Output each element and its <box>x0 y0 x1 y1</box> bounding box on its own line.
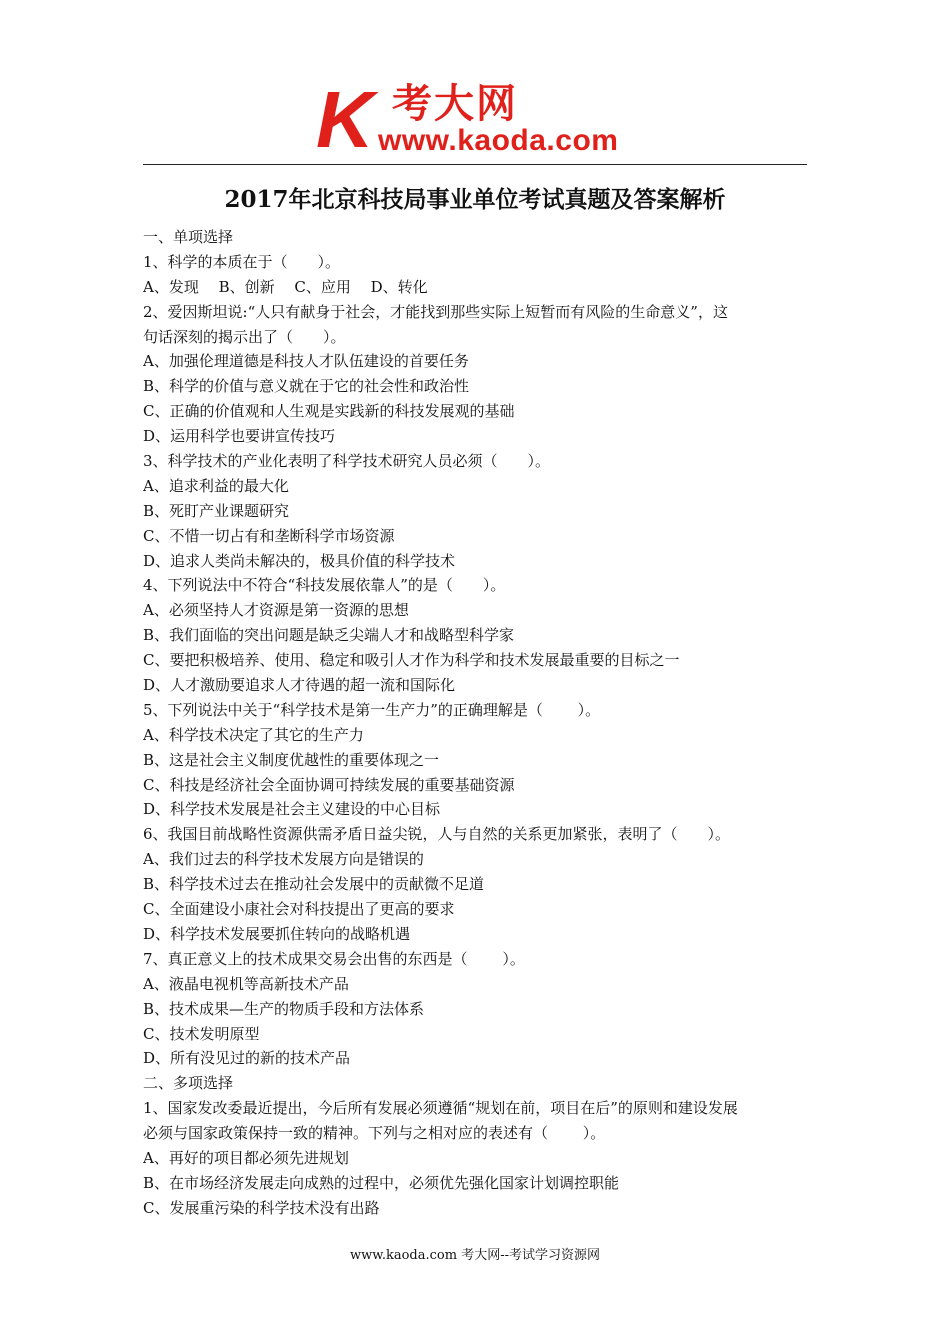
text-line: A、加强伦理道德是科技人才队伍建设的首要任务 <box>143 352 469 371</box>
text-line: B、死盯产业课题研究 <box>143 501 290 520</box>
page-footer: www.kaoda.com 考大网--考试学习资源网 <box>350 1248 600 1263</box>
logo-brand-name: 考大网 <box>392 81 518 127</box>
kaoda-logo <box>316 75 646 164</box>
text-line: B、科学技术过去在推动社会发展中的贡献微不足道 <box>143 875 485 894</box>
text-line: A、我们过去的科学技术发展方向是错误的 <box>143 850 424 869</box>
text-line: D、科学技术发展是社会主义建设的中心目标 <box>143 800 441 819</box>
text-line: D、科学技术发展要抓住转向的战略机遇 <box>143 924 411 943</box>
text-line: A、追求利益的最大化 <box>143 476 289 495</box>
text-line: 二、多项选择 <box>143 1074 234 1093</box>
text-line: A、科学技术决定了其它的生产力 <box>143 725 364 744</box>
text-line: 一、单项选择 <box>143 228 234 246</box>
text-line: B、我们面临的突出问题是缺乏尖端人才和战略型科学家 <box>143 626 515 645</box>
text-line: C、要把积极培养、使用、稳定和吸引人才作为科学和技术发展最重要的目标之一 <box>143 651 680 670</box>
logo-k-mark: K <box>316 75 370 164</box>
document-title: 2017年北京科技局事业单位考试真题及答案解析 <box>224 186 726 213</box>
text-line: 5、下列说法中关于“科学技术是第一生产力”的正确理解是（ ）。 <box>143 700 601 719</box>
text-line: D、运用科学也要讲宣传技巧 <box>143 427 336 446</box>
text-line: D、所有没见过的新的技术产品 <box>143 1049 351 1068</box>
text-line: A、液晶电视机等高新技术产品 <box>143 974 349 993</box>
text-line: 句话深刻的揭示出了（ ）。 <box>143 327 346 346</box>
text-line: A、发现 B、创新 C、应用 D、转化 <box>143 277 428 296</box>
text-line: C、正确的价值观和人生观是实践新的科技发展观的基础 <box>143 402 515 421</box>
text-line: B、科学的价值与意义就在于它的社会性和政治性 <box>143 377 470 396</box>
text-line: 2、爱因斯坦说:“人只有献身于社会，才能找到那些实际上短暂而有风险的生命意义”，这 <box>143 302 728 321</box>
text-line: 3、科学技术的产业化表明了科学技术研究人员必须（ ）。 <box>143 452 551 471</box>
text-line: D、人才激励要追求人才待遇的超一流和国际化 <box>143 676 456 695</box>
text-line: 6、我国目前战略性资源供需矛盾日益尖锐，人与自然的关系更加紧张，表明了（ ）。 <box>143 825 731 844</box>
text-line: B、技术成果—生产的物质手段和方法体系 <box>143 999 425 1018</box>
text-line: A、再好的项目都必须先进规划 <box>143 1148 349 1167</box>
text-line: 必须与国家政策保持一致的精神。下列与之相对应的表述有（ ）。 <box>143 1124 606 1143</box>
text-line: 4、下列说法中不符合“科技发展依靠人”的是（ ）。 <box>143 576 506 595</box>
text-line: C、科技是经济社会全面协调可持续发展的重要基础资源 <box>143 775 515 794</box>
text-line: C、不惜一切占有和垄断科学市场资源 <box>143 526 395 545</box>
text-line: 1、国家发改委最近提出，今后所有发展必须遵循“规划在前，项目在后”的原则和建设发展 <box>143 1099 738 1118</box>
text-line: 7、真正意义上的技术成果交易会出售的东西是（ ）。 <box>143 949 525 968</box>
text-line: D、追求人类尚未解决的，极具价值的科学技术 <box>143 551 456 570</box>
text-line: B、这是社会主义制度优越性的重要体现之一 <box>143 750 440 769</box>
text-line: C、技术发明原型 <box>143 1024 260 1043</box>
logo-url: www.kaoda.com <box>378 124 619 157</box>
text-line: C、发展重污染的科学技术没有出路 <box>143 1198 380 1217</box>
document-body <box>143 225 807 1221</box>
header-rule <box>143 164 807 165</box>
text-line: B、在市场经济发展走向成熟的过程中，必须优先强化国家计划调控职能 <box>143 1173 620 1192</box>
text-line: C、全面建设小康社会对科技提出了更高的要求 <box>143 900 455 919</box>
text-line: A、必须坚持人才资源是第一资源的思想 <box>143 601 409 620</box>
text-line: 1、科学的本质在于（ ）。 <box>143 252 341 271</box>
